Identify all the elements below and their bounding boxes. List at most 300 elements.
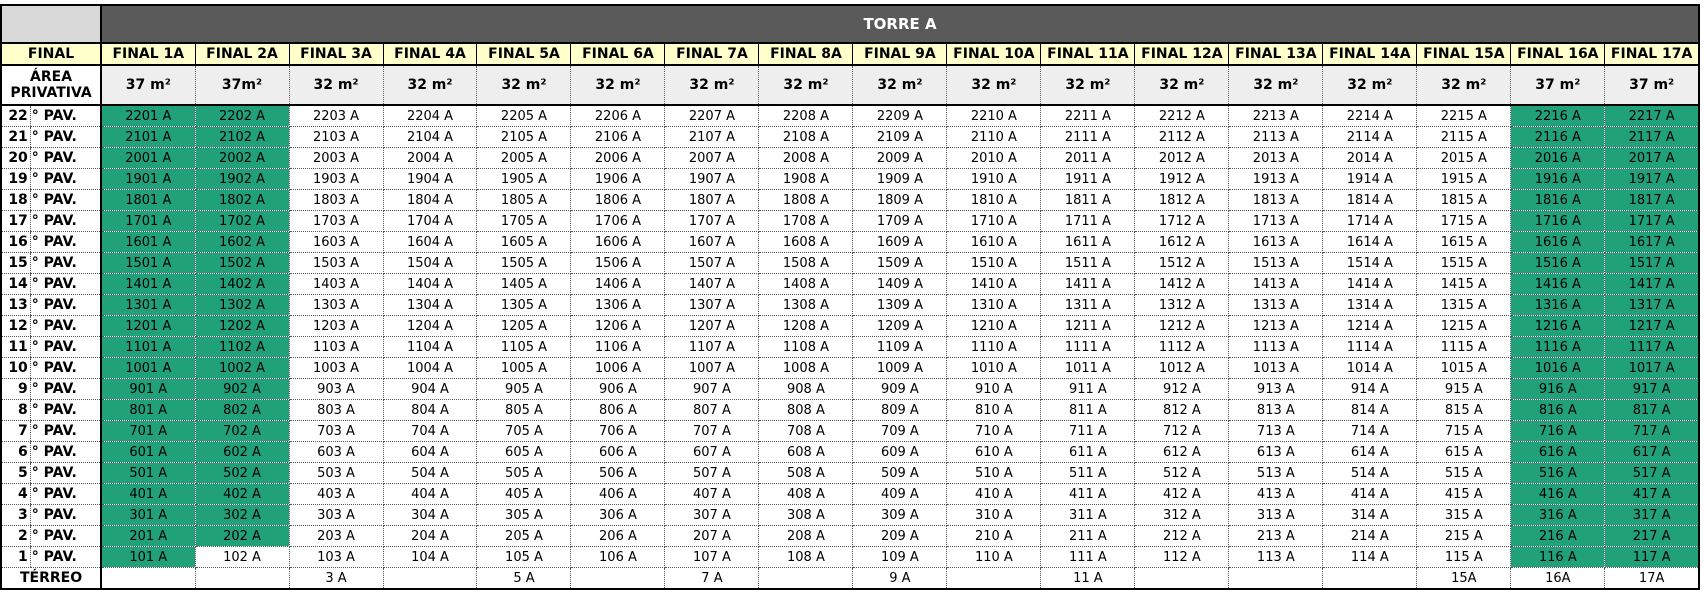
unit-cell: 1406 A xyxy=(571,274,665,295)
unit-cell: 2008 A xyxy=(759,148,853,169)
unit-cell: 1901 A xyxy=(101,169,195,190)
unit-cell: 603 A xyxy=(289,442,383,463)
unit-cell: 2015 A xyxy=(1417,148,1511,169)
unit-cell: 610 A xyxy=(947,442,1041,463)
unit-cell: 1707 A xyxy=(665,211,759,232)
unit-cell: 416 A xyxy=(1511,484,1605,505)
unit-cell: 1409 A xyxy=(853,274,947,295)
unit-cell: 411 A xyxy=(1041,484,1135,505)
area-label-line1: ÁREA xyxy=(30,69,73,85)
floor-row xyxy=(1,211,1699,232)
floor-row xyxy=(1,421,1699,442)
unit-cell: 210 A xyxy=(947,526,1041,547)
unit-cell: 1402 A xyxy=(195,274,289,295)
final-column-header: FINAL 16A xyxy=(1511,43,1605,65)
unit-cell: 501 A xyxy=(101,463,195,484)
unit-cell: 1313 A xyxy=(1229,295,1323,316)
unit-cell: 704 A xyxy=(383,421,477,442)
floor-label: ° PAV. xyxy=(30,232,101,253)
unit-cell: 517 A xyxy=(1605,463,1699,484)
unit-cell: 404 A xyxy=(383,484,477,505)
unit-cell: 312 A xyxy=(1135,505,1229,526)
unit-cell: 1511 A xyxy=(1041,253,1135,274)
floor-number: 13 xyxy=(1,295,30,316)
unit-cell: 1916 A xyxy=(1511,169,1605,190)
unit-cell: 1508 A xyxy=(759,253,853,274)
unit-cell: 1501 A xyxy=(101,253,195,274)
floor-label: ° PAV. xyxy=(30,484,101,505)
unit-cell: 1108 A xyxy=(759,337,853,358)
unit-cell: 1702 A xyxy=(195,211,289,232)
unit-cell: 1210 A xyxy=(947,316,1041,337)
final-column-header: FINAL 9A xyxy=(853,43,947,65)
floor-number: 1 xyxy=(1,547,30,568)
area-value: 32 m² xyxy=(759,65,853,105)
floor-number: 19 xyxy=(1,169,30,190)
unit-cell: 1709 A xyxy=(853,211,947,232)
unit-cell: 1414 A xyxy=(1323,274,1417,295)
unit-cell: 902 A xyxy=(195,379,289,400)
unit-cell: 814 A xyxy=(1323,400,1417,421)
unit-cell: 1909 A xyxy=(853,169,947,190)
unit-cell: 1105 A xyxy=(477,337,571,358)
unit-cell: 1114 A xyxy=(1323,337,1417,358)
floor-label: ° PAV. xyxy=(30,253,101,274)
unit-cell: 2210 A xyxy=(947,105,1041,127)
unit-cell: 914 A xyxy=(1323,379,1417,400)
area-value: 37 m² xyxy=(101,65,195,105)
floor-number: 16 xyxy=(1,232,30,253)
terreo-row xyxy=(1,568,1699,590)
unit-cell: 208 A xyxy=(759,526,853,547)
unit-cell: 1302 A xyxy=(195,295,289,316)
floor-label: ° PAV. xyxy=(30,105,101,127)
unit-cell: 1412 A xyxy=(1135,274,1229,295)
final-label: FINAL xyxy=(1,43,101,65)
unit-cell: 1806 A xyxy=(571,190,665,211)
unit-cell: 1013 A xyxy=(1229,358,1323,379)
torre-a-unit-table xyxy=(0,4,1700,590)
floor-row xyxy=(1,442,1699,463)
unit-cell: 2005 A xyxy=(477,148,571,169)
unit-cell: 1201 A xyxy=(101,316,195,337)
unit-cell: 1502 A xyxy=(195,253,289,274)
unit-cell: 1008 A xyxy=(759,358,853,379)
unit-cell: 1209 A xyxy=(853,316,947,337)
floor-row xyxy=(1,526,1699,547)
unit-cell: 105 A xyxy=(477,547,571,568)
unit-cell: 1604 A xyxy=(383,232,477,253)
unit-cell: 504 A xyxy=(383,463,477,484)
unit-cell: 1309 A xyxy=(853,295,947,316)
unit-cell: 116 A xyxy=(1511,547,1605,568)
unit-cell: 1410 A xyxy=(947,274,1041,295)
unit-cell: 2106 A xyxy=(571,127,665,148)
unit-cell: 409 A xyxy=(853,484,947,505)
unit-cell: 206 A xyxy=(571,526,665,547)
unit-cell: 2004 A xyxy=(383,148,477,169)
unit-cell: 1415 A xyxy=(1417,274,1511,295)
unit-cell: 2207 A xyxy=(665,105,759,127)
unit-cell: 1609 A xyxy=(853,232,947,253)
floor-row xyxy=(1,463,1699,484)
floor-number: 22 xyxy=(1,105,30,127)
unit-cell: 302 A xyxy=(195,505,289,526)
area-value: 32 m² xyxy=(1135,65,1229,105)
unit-cell: 1803 A xyxy=(289,190,383,211)
floor-number: 14 xyxy=(1,274,30,295)
unit-cell: 205 A xyxy=(477,526,571,547)
floor-number: 21 xyxy=(1,127,30,148)
floor-label: ° PAV. xyxy=(30,379,101,400)
unit-cell: 516 A xyxy=(1511,463,1605,484)
final-header-row xyxy=(1,43,1699,65)
unit-cell: 707 A xyxy=(665,421,759,442)
unit-cell: 1716 A xyxy=(1511,211,1605,232)
unit-cell: 2206 A xyxy=(571,105,665,127)
floor-label: ° PAV. xyxy=(30,127,101,148)
unit-cell: 911 A xyxy=(1041,379,1135,400)
unit-cell: 715 A xyxy=(1417,421,1511,442)
floor-row xyxy=(1,105,1699,127)
unit-cell: 1301 A xyxy=(101,295,195,316)
final-column-header: FINAL 4A xyxy=(383,43,477,65)
terreo-unit-cell: 5 A xyxy=(477,568,571,590)
unit-cell: 609 A xyxy=(853,442,947,463)
unit-cell: 1001 A xyxy=(101,358,195,379)
unit-cell: 1109 A xyxy=(853,337,947,358)
unit-cell: 305 A xyxy=(477,505,571,526)
unit-cell: 507 A xyxy=(665,463,759,484)
unit-cell: 1902 A xyxy=(195,169,289,190)
unit-cell: 1915 A xyxy=(1417,169,1511,190)
unit-cell: 1417 A xyxy=(1605,274,1699,295)
unit-cell: 1602 A xyxy=(195,232,289,253)
unit-cell: 1703 A xyxy=(289,211,383,232)
unit-cell: 602 A xyxy=(195,442,289,463)
unit-cell: 611 A xyxy=(1041,442,1135,463)
unit-cell: 1202 A xyxy=(195,316,289,337)
unit-cell: 2116 A xyxy=(1511,127,1605,148)
unit-cell: 110 A xyxy=(947,547,1041,568)
unit-cell: 806 A xyxy=(571,400,665,421)
unit-cell: 1212 A xyxy=(1135,316,1229,337)
unit-cell: 2110 A xyxy=(947,127,1041,148)
unit-cell: 1102 A xyxy=(195,337,289,358)
unit-cell: 910 A xyxy=(947,379,1041,400)
unit-cell: 1103 A xyxy=(289,337,383,358)
unit-cell: 406 A xyxy=(571,484,665,505)
final-column-header: FINAL 5A xyxy=(477,43,571,65)
unit-cell: 1513 A xyxy=(1229,253,1323,274)
unit-cell: 807 A xyxy=(665,400,759,421)
floor-label: ° PAV. xyxy=(30,337,101,358)
unit-cell: 1213 A xyxy=(1229,316,1323,337)
unit-cell: 316 A xyxy=(1511,505,1605,526)
unit-cell: 401 A xyxy=(101,484,195,505)
terreo-unit-cell: 7 A xyxy=(665,568,759,590)
unit-cell: 2013 A xyxy=(1229,148,1323,169)
floor-number: 2 xyxy=(1,526,30,547)
unit-cell: 1512 A xyxy=(1135,253,1229,274)
unit-cell: 1506 A xyxy=(571,253,665,274)
unit-cell: 705 A xyxy=(477,421,571,442)
unit-cell: 1115 A xyxy=(1417,337,1511,358)
floor-label: ° PAV. xyxy=(30,505,101,526)
unit-cell: 310 A xyxy=(947,505,1041,526)
unit-cell: 1215 A xyxy=(1417,316,1511,337)
unit-cell: 2014 A xyxy=(1323,148,1417,169)
unit-cell: 509 A xyxy=(853,463,947,484)
terreo-unit-cell xyxy=(759,568,853,590)
area-value: 37m² xyxy=(195,65,289,105)
unit-cell: 2002 A xyxy=(195,148,289,169)
unit-cell: 201 A xyxy=(101,526,195,547)
unit-cell: 716 A xyxy=(1511,421,1605,442)
unit-cell: 811 A xyxy=(1041,400,1135,421)
unit-cell: 1106 A xyxy=(571,337,665,358)
final-column-header: FINAL 12A xyxy=(1135,43,1229,65)
unit-cell: 1113 A xyxy=(1229,337,1323,358)
unit-cell: 803 A xyxy=(289,400,383,421)
terreo-unit-cell xyxy=(571,568,665,590)
unit-cell: 706 A xyxy=(571,421,665,442)
unit-cell: 901 A xyxy=(101,379,195,400)
area-value: 37 m² xyxy=(1605,65,1699,105)
unit-cell: 1906 A xyxy=(571,169,665,190)
floor-row xyxy=(1,505,1699,526)
unit-cell: 213 A xyxy=(1229,526,1323,547)
unit-cell: 1617 A xyxy=(1605,232,1699,253)
unit-cell: 613 A xyxy=(1229,442,1323,463)
unit-cell: 204 A xyxy=(383,526,477,547)
floor-label: ° PAV. xyxy=(30,295,101,316)
unit-cell: 111 A xyxy=(1041,547,1135,568)
unit-cell: 2203 A xyxy=(289,105,383,127)
floor-number: 12 xyxy=(1,316,30,337)
unit-cell: 1701 A xyxy=(101,211,195,232)
unit-cell: 1015 A xyxy=(1417,358,1511,379)
unit-cell: 1816 A xyxy=(1511,190,1605,211)
unit-cell: 713 A xyxy=(1229,421,1323,442)
unit-cell: 710 A xyxy=(947,421,1041,442)
floor-row xyxy=(1,127,1699,148)
final-column-header: FINAL 17A xyxy=(1605,43,1699,65)
unit-cell: 309 A xyxy=(853,505,947,526)
unit-cell: 1815 A xyxy=(1417,190,1511,211)
unit-cell: 2212 A xyxy=(1135,105,1229,127)
unit-cell: 413 A xyxy=(1229,484,1323,505)
unit-cell: 1801 A xyxy=(101,190,195,211)
unit-cell: 605 A xyxy=(477,442,571,463)
unit-cell: 1810 A xyxy=(947,190,1041,211)
final-column-header: FINAL 11A xyxy=(1041,43,1135,65)
unit-cell: 2108 A xyxy=(759,127,853,148)
unit-cell: 2215 A xyxy=(1417,105,1511,127)
unit-cell: 1714 A xyxy=(1323,211,1417,232)
unit-cell: 2214 A xyxy=(1323,105,1417,127)
unit-cell: 1411 A xyxy=(1041,274,1135,295)
final-column-header: FINAL 8A xyxy=(759,43,853,65)
unit-cell: 1914 A xyxy=(1323,169,1417,190)
unit-cell: 102 A xyxy=(195,547,289,568)
unit-cell: 1303 A xyxy=(289,295,383,316)
floor-row xyxy=(1,358,1699,379)
unit-cell: 1107 A xyxy=(665,337,759,358)
unit-cell: 1710 A xyxy=(947,211,1041,232)
terreo-unit-cell: 11 A xyxy=(1041,568,1135,590)
unit-cell: 1017 A xyxy=(1605,358,1699,379)
unit-cell: 1308 A xyxy=(759,295,853,316)
floor-label: ° PAV. xyxy=(30,400,101,421)
unit-cell: 701 A xyxy=(101,421,195,442)
floor-row xyxy=(1,547,1699,568)
unit-cell: 612 A xyxy=(1135,442,1229,463)
terreo-unit-cell xyxy=(195,568,289,590)
unit-cell: 907 A xyxy=(665,379,759,400)
unit-cell: 1401 A xyxy=(101,274,195,295)
floor-row xyxy=(1,232,1699,253)
unit-cell: 2204 A xyxy=(383,105,477,127)
unit-cell: 1611 A xyxy=(1041,232,1135,253)
unit-cell: 709 A xyxy=(853,421,947,442)
unit-cell: 314 A xyxy=(1323,505,1417,526)
floor-number: 10 xyxy=(1,358,30,379)
unit-cell: 1507 A xyxy=(665,253,759,274)
unit-cell: 1413 A xyxy=(1229,274,1323,295)
unit-cell: 202 A xyxy=(195,526,289,547)
unit-cell: 805 A xyxy=(477,400,571,421)
unit-cell: 112 A xyxy=(1135,547,1229,568)
unit-cell: 1605 A xyxy=(477,232,571,253)
terreo-label: TÉRREO xyxy=(1,568,101,590)
unit-cell: 1002 A xyxy=(195,358,289,379)
unit-cell: 1910 A xyxy=(947,169,1041,190)
unit-cell: 2001 A xyxy=(101,148,195,169)
unit-cell: 1706 A xyxy=(571,211,665,232)
area-header-row xyxy=(1,65,1699,105)
unit-cell: 1205 A xyxy=(477,316,571,337)
unit-cell: 107 A xyxy=(665,547,759,568)
unit-cell: 2101 A xyxy=(101,127,195,148)
unit-cell: 301 A xyxy=(101,505,195,526)
unit-cell: 1204 A xyxy=(383,316,477,337)
unit-cell: 1808 A xyxy=(759,190,853,211)
floor-label: ° PAV. xyxy=(30,421,101,442)
unit-cell: 402 A xyxy=(195,484,289,505)
unit-cell: 912 A xyxy=(1135,379,1229,400)
tower-title: TORRE A xyxy=(101,5,1699,43)
unit-cell: 607 A xyxy=(665,442,759,463)
unit-cell: 1311 A xyxy=(1041,295,1135,316)
final-column-header: FINAL 14A xyxy=(1323,43,1417,65)
unit-cell: 712 A xyxy=(1135,421,1229,442)
unit-cell: 1203 A xyxy=(289,316,383,337)
unit-cell: 1912 A xyxy=(1135,169,1229,190)
unit-cell: 1608 A xyxy=(759,232,853,253)
unit-cell: 1712 A xyxy=(1135,211,1229,232)
unit-cell: 905 A xyxy=(477,379,571,400)
unit-cell: 1615 A xyxy=(1417,232,1511,253)
unit-cell: 2009 A xyxy=(853,148,947,169)
unit-cell: 614 A xyxy=(1323,442,1417,463)
unit-cell: 1807 A xyxy=(665,190,759,211)
unit-cell: 502 A xyxy=(195,463,289,484)
final-column-header: FINAL 15A xyxy=(1417,43,1511,65)
unit-cell: 217 A xyxy=(1605,526,1699,547)
unit-cell: 1315 A xyxy=(1417,295,1511,316)
unit-cell: 1812 A xyxy=(1135,190,1229,211)
floor-number: 6 xyxy=(1,442,30,463)
unit-cell: 407 A xyxy=(665,484,759,505)
unit-cell: 1211 A xyxy=(1041,316,1135,337)
floor-number: 5 xyxy=(1,463,30,484)
unit-cell: 2205 A xyxy=(477,105,571,127)
area-label xyxy=(1,65,101,105)
unit-cell: 608 A xyxy=(759,442,853,463)
terreo-unit-cell xyxy=(1135,568,1229,590)
floor-row xyxy=(1,400,1699,421)
unit-cell: 1112 A xyxy=(1135,337,1229,358)
unit-cell: 1306 A xyxy=(571,295,665,316)
area-value: 32 m² xyxy=(1323,65,1417,105)
unit-cell: 2104 A xyxy=(383,127,477,148)
floor-row xyxy=(1,379,1699,400)
unit-cell: 906 A xyxy=(571,379,665,400)
unit-cell: 2202 A xyxy=(195,105,289,127)
floor-label: ° PAV. xyxy=(30,169,101,190)
area-value: 32 m² xyxy=(1041,65,1135,105)
unit-cell: 101 A xyxy=(101,547,195,568)
unit-cell: 2115 A xyxy=(1417,127,1511,148)
unit-cell: 802 A xyxy=(195,400,289,421)
unit-cell: 1003 A xyxy=(289,358,383,379)
unit-cell: 1612 A xyxy=(1135,232,1229,253)
unit-cell: 617 A xyxy=(1605,442,1699,463)
final-column-header: FINAL 1A xyxy=(101,43,195,65)
floor-row xyxy=(1,316,1699,337)
final-column-header: FINAL 7A xyxy=(665,43,759,65)
floor-row xyxy=(1,484,1699,505)
unit-cell: 615 A xyxy=(1417,442,1511,463)
unit-cell: 2105 A xyxy=(477,127,571,148)
unit-cell: 412 A xyxy=(1135,484,1229,505)
floor-label: ° PAV. xyxy=(30,526,101,547)
unit-cell: 1010 A xyxy=(947,358,1041,379)
unit-cell: 515 A xyxy=(1417,463,1511,484)
floor-label: ° PAV. xyxy=(30,148,101,169)
terreo-unit-cell: 3 A xyxy=(289,568,383,590)
unit-cell: 303 A xyxy=(289,505,383,526)
floor-number: 15 xyxy=(1,253,30,274)
unit-cell: 209 A xyxy=(853,526,947,547)
floor-number: 20 xyxy=(1,148,30,169)
unit-cell: 1111 A xyxy=(1041,337,1135,358)
unit-cell: 1011 A xyxy=(1041,358,1135,379)
unit-cell: 415 A xyxy=(1417,484,1511,505)
unit-cell: 1614 A xyxy=(1323,232,1417,253)
title-row xyxy=(1,5,1699,43)
unit-cell: 304 A xyxy=(383,505,477,526)
unit-cell: 408 A xyxy=(759,484,853,505)
unit-cell: 1817 A xyxy=(1605,190,1699,211)
unit-cell: 2007 A xyxy=(665,148,759,169)
unit-cell: 2211 A xyxy=(1041,105,1135,127)
unit-cell: 114 A xyxy=(1323,547,1417,568)
terreo-unit-cell xyxy=(1323,568,1417,590)
terreo-unit-cell: 15A xyxy=(1417,568,1511,590)
unit-cell: 801 A xyxy=(101,400,195,421)
